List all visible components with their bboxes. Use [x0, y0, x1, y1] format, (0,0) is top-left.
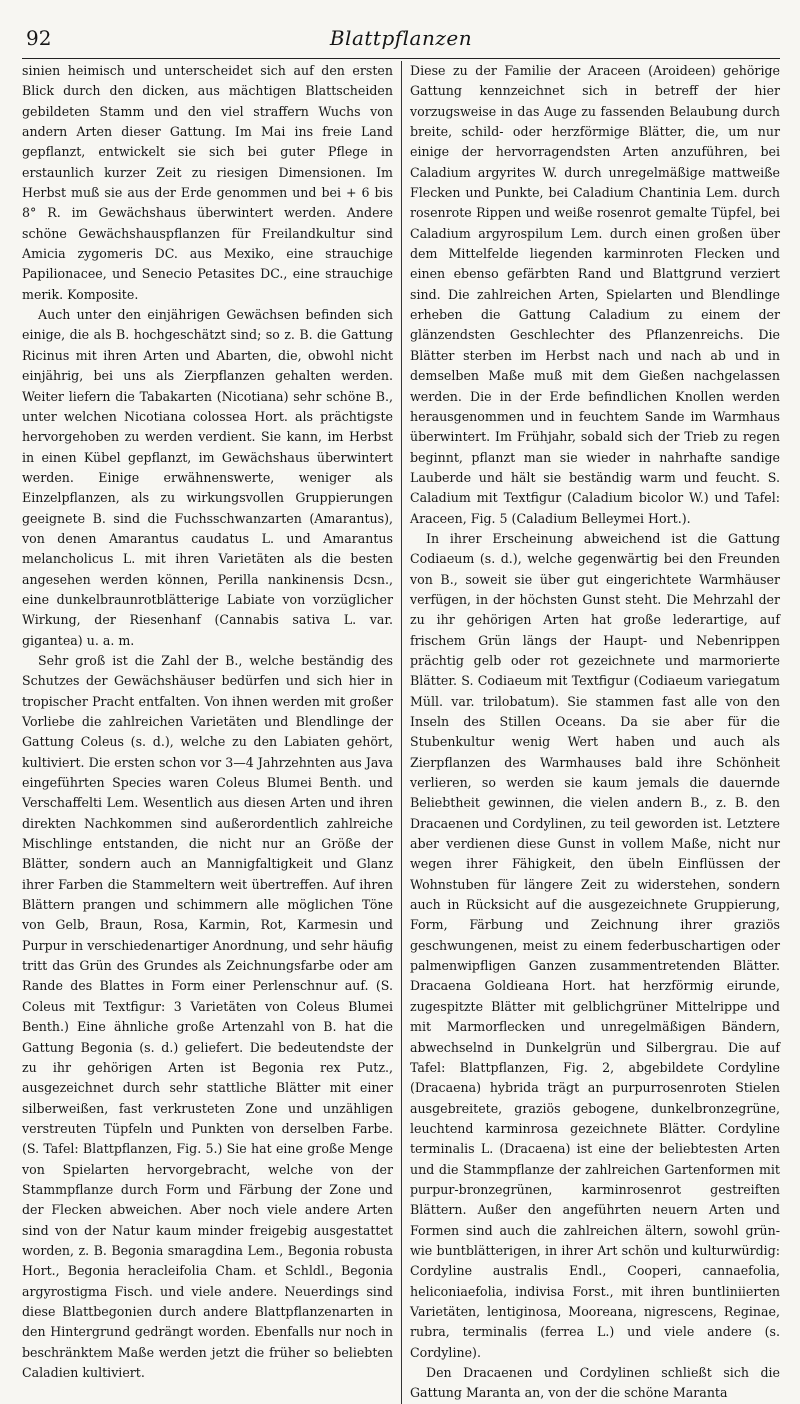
paragraph: Den Dracaenen und Cordylinen schließt sich die Gattung Maranta an, von der die schöne Maranta	[410, 1365, 780, 1401]
paragraph: In ihrer Erscheinung abweichend ist die Gattung Codiaeum (s. d.), welche gegenwärtig bei den Freunden von B., soweit sie über gut eingerichtete Warmhäuser verfügen, in der höchsten Gunst steht. Die Mehrzahl der zu ihr gehörigen Arten hat große lederartige, auf frischem Grün längs der Haupt- und Nebenrippen prächtig gelb oder rot gezeichnete und marmorierte Blätter. S. Codiaeum mit Textfigur (Codiaeum variegatum Müll. var. trilobatum). Sie stammen fast alle von den Inseln des Stillen Oceans. Da sie aber für die Stubenkultur wenig Wert haben und auch als Zierpflanzen des Warmhauses bald ihre Schönheit verlieren, so werden sie kaum jemals die dauernde Beliebtheit gewinnen, die vielen andern B., z. B. den Dracaenen und Cordylinen, zu teil geworden ist. Letztere aber verdienen diese Gunst in vollem Maße, nicht nur wegen ihrer Fähigkeit, den übeln Einflüssen der Wohnstuben für längere Zeit zu widerstehen, sondern auch in Rücksicht auf die ausgezeichnete Gruppierung, Form, Färbung und Zeichnung ihrer graziös geschwungenen, meist zu einem federbuschartigen oder palmenwipfligen Ganzen zusammentretenden Blätter. Dracaena Goldieana Hort. hat herzförmig eirunde, zugespitzte Blätter mit gelblichgrüner Mittelrippe und mit Marmorflecken und unregelmäßigen Bändern, abwechselnd in Dunkelgrün und Silbergrau. Die auf Tafel: Blattpflanzen, Fig. 2, abgebildete Cordyline (Dracaena) hybrida trägt an purpurrosenroten Stielen ausgebreitete, graziös gebogene, dunkelbronzegrüne, leuchtend karminrosa gezeichnete Blätter. Cordyline terminalis L. (Dracaena) ist eine der beliebtesten Arten und die Stammpflanze der zahlreichen Gartenformen mit purpur-bronzegrünen, karminrosenrot gestreiften Blättern. Außer den angeführten neuern Arten und Formen sind auch die zahlreichen ältern, sowohl grün- wie buntblätterigen, in ihrer Art schön und kulturwürdig: Cordyline australis Endl., Cooperi, cannaefolia, heliconiaefolia, indivisa Forst., mit ihren buntliniierten Varietäten, lentiginosa, Mooreana, nigrescens, Reginae, rubra, terminalis (ferrea L.) und viele andere (s. Cordyline).	[410, 530, 780, 1360]
left-column	[22, 61, 401, 1404]
text-columns	[22, 61, 780, 1404]
page-number: 92	[26, 26, 52, 50]
running-head: Blattpflanzen	[329, 26, 473, 50]
paragraph: sinien heimisch und unterscheidet sich auf den ersten Blick durch den dicken, aus mächtigen Blattscheiden gebildeten Stamm und den viel straffern Wuchs von andern Arten dieser Gattung. Im Mai ins freie Land gepflanzt, entwickelt sie sich bei guter Pflege in erstaunlich kurzer Zeit zu riesigen Dimensionen. Im Herbst muß sie aus der Erde genommen und bei + 6 bis 8° R. im Gewächshaus überwintert werden. Andere schöne Gewächshauspflanzen für Freilandkultur sind Amicia zygomeris DC. aus Mexiko, eine strauchige Papilionacee, und Senecio Petasites DC., eine strauchige merik. Komposite.	[22, 63, 393, 302]
paragraph: Diese zu der Familie der Araceen (Aroideen) gehörige Gattung kennzeichnet sich in betreff der hier vorzugsweise in das Auge zu fassenden Belaubung durch breite, schild- oder herzförmige Blätter, die, um nur einige der hervorragendsten Arten anzuführen, bei Caladium argyrites W. durch unregelmäßige mattweiße Flecken und Punkte, bei Caladium Chantinia Lem. durch rosenrote Rippen und weiße rosenrot gemalte Tüpfel, bei Caladium argyrospilum Lem. durch einen großen über dem Mittelfelde liegenden karminroten Flecken und einen ebenso gefärbten Rand und Blattgrund verziert sind. Die zahlreichen Arten, Spielarten und Blendlinge erheben die Gattung Caladium zu einem der glänzendsten Geschlechter des Pflanzenreichs. Die Blätter sterben im Herbst nach und nach ab und in demselben Maße muß mit dem Gießen nachgelassen werden. Die in der Erde befindlichen Knollen werden herausgenommen und in feuchtem Sande im Warmhaus überwintert. Im Frühjahr, sobald sich der Trieb zu regen beginnt, pflanzt man sie wieder in nahrhafte sandige Lauberde und hält sie beständig warm und feucht. S. Caladium mit Textfigur (Caladium bicolor W.) und Tafel: Araceen, Fig. 5 (Caladium Belleymei Hort.).	[410, 63, 780, 526]
page-header	[22, 18, 780, 59]
paragraph: Auch unter den einjährigen Gewächsen befinden sich einige, die als B. hochgeschätzt sind; so z. B. die Gattung Ricinus mit ihren Arten und Abarten, die, obwohl nicht einjährig, bei uns als Zierpflanzen gehalten werden. Weiter liefern die Tabakarten (Nicotiana) sehr schöne B., unter welchen Nicotiana colossea Hort. als prächtigste hervorgehoben zu werden verdient. Sie kann, im Herbst in einen Kübel gepflanzt, im Gewächshaus überwintert werden. Einige erwähnenswerte, weniger als Einzelpflanzen, als zu wirkungsvollen Gruppierungen geeignete B. sind die Fuchsschwanzarten (Amarantus), von denen Amarantus caudatus L. und Amarantus melancholicus L. mit ihren Varietäten als die besten angesehen werden können, Perilla nankinensis Dcsn., eine dunkelbraunrotblätterige Labiate von vorzüglicher Wirkung, der Riesenhanf (Cannabis sativa L. var. gigantea) u. a. m.	[22, 307, 393, 648]
paragraph: Sehr groß ist die Zahl der B., welche beständig des Schutzes der Gewächshäuser bedürfen und sich hier in tropischer Pracht entfalten. Von ihnen werden mit großer Vorliebe die zahlreichen Varietäten und Blendlinge der Gattung Coleus (s. d.), welche zu den Labiaten gehört, kultiviert. Die ersten schon vor 3—4 Jahrzehnten aus Java eingeführten Species waren Coleus Blumei Benth. und Verschaffelti Lem. Wesentlich aus diesen Arten und ihren direkten Nachkommen sind außerordentlich zahlreiche Mischlinge entstanden, die nicht nur an Größe der Blätter, sondern auch an Mannigfaltigkeit und Glanz ihrer Farben die Stammeltern weit übertreffen. Auf ihren Blättern prangen und schimmern alle möglichen Töne von Gelb, Braun, Rosa, Karmin, Rot, Karmesin und Purpur in verschiedenartiger Anordnung, und sehr häufig tritt das Grün des Grundes als Zeichnungsfarbe oder am Rande des Blattes in Form einer Perlenschnur auf. (S. Coleus mit Textfigur: 3 Varietäten von Coleus Blumei Benth.) Eine ähnliche große Artenzahl von B. hat die Gattung Begonia (s. d.) geliefert. Die bedeutendste der zu ihr gehörigen Arten ist Begonia rex Putz., ausgezeichnet durch sehr stattliche Blätter mit einer silberweißen, fast verkrusteten Zone und unzähligen verstreuten Tüpfeln und Punkten von derselben Farbe. (S. Tafel: Blattpflanzen, Fig. 5.) Sie hat eine große Menge von Spielarten hervorgebracht, welche von der Stammpflanze durch Form und Färbung der Zone und der Flecken abweichen. Aber noch viele andere Arten sind von der Natur kaum minder freigebig ausgestattet worden, z. B. Begonia smaragdina Lem., Begonia robusta Hort., Begonia heracleifolia Cham. et Schldl., Begonia argyrostigma Fisch. und viele andere. Neuerdings sind diese Blattbegonien durch andere Blattpflanzenarten in den Hintergrund gedrängt worden. Ebenfalls nur noch in beschränktem Maße werden jetzt die früher so beliebten Caladien kultiviert.	[22, 652, 393, 1380]
right-column	[401, 61, 780, 1404]
